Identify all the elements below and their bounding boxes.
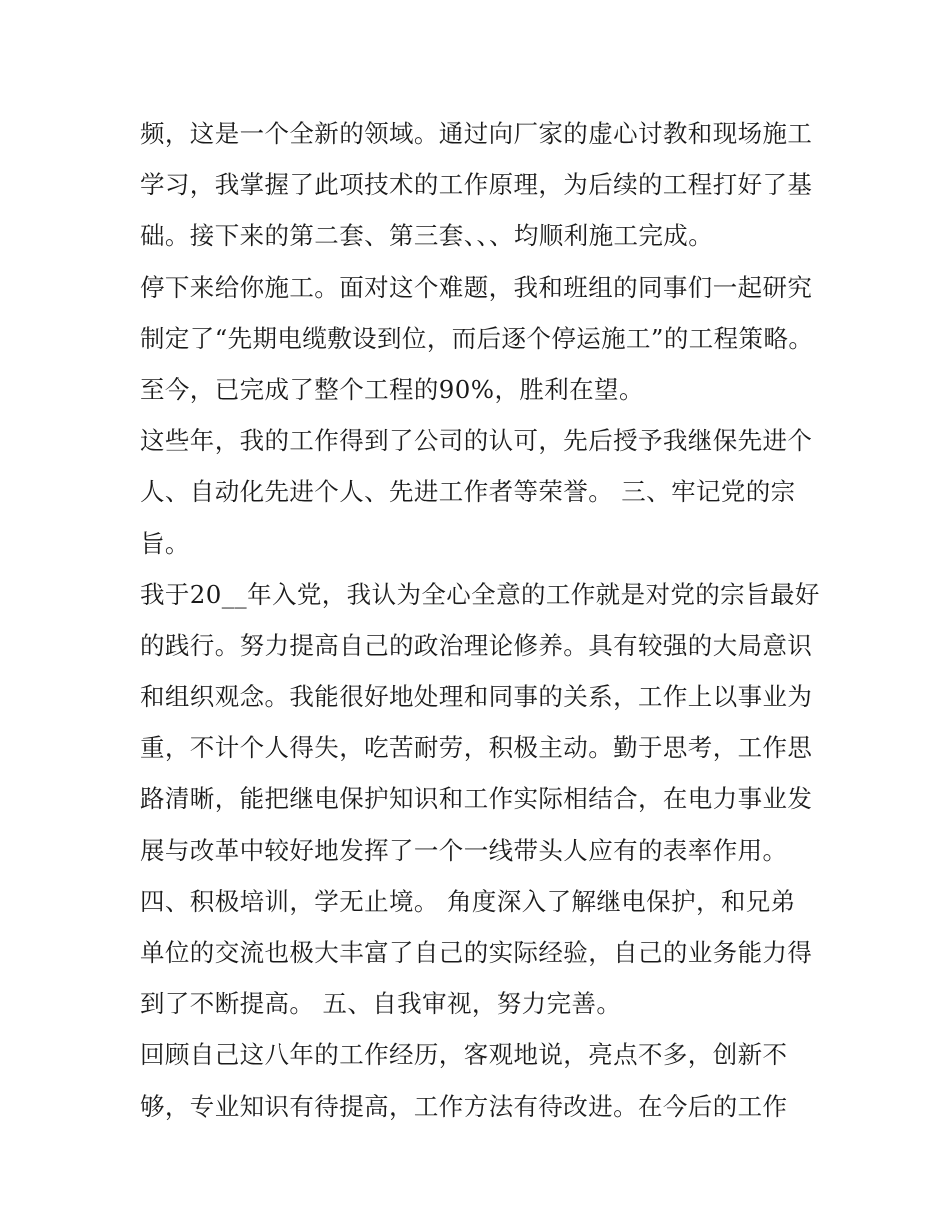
text-line: 和组织观念。我能很好地处理和同事的关系，工作上以事业为 <box>140 682 813 712</box>
text-line: 旨。 <box>140 528 190 558</box>
text-line: 制定了“先期电缆敷设到位，而后逐个停运施工”的工程策略。 <box>140 323 814 353</box>
text-line: 重，不计个人得失，吃苦耐劳，积极主动。勤于思考，工作思 <box>140 733 813 763</box>
text-line: 到了不断提高。 五、自我审视，努力完善。 <box>140 989 622 1019</box>
text-line: 的践行。努力提高自己的政治理论修养。具有较强的大局意识 <box>140 630 813 660</box>
text-line: 四、积极培训，学无止境。 角度深入了解继电保护，和兄弟 <box>140 886 796 916</box>
document-body <box>140 108 820 1132</box>
text-line: 础。接下来的第二套、第三套、、、均顺利施工完成。 <box>140 221 714 251</box>
text-line: 路清晰，能把继电保护知识和工作实际相结合，在电力事业发 <box>140 784 813 814</box>
text-line: 我于20__年入党，我认为全心全意的工作就是对党的宗旨最好 <box>140 579 820 609</box>
text-line: 展与改革中较好地发挥了一个一线带头人应有的表率作用。 <box>140 835 788 865</box>
text-line: 回顾自己这八年的工作经历，客观地说，亮点不多，创新不 <box>140 1040 788 1070</box>
text-line: 停下来给你施工。面对这个难题，我和班组的同事们一起研究 <box>140 272 813 302</box>
text-line: 人、自动化先进个人、先进工作者等荣誉。 三、牢记党的宗 <box>140 477 796 507</box>
text-line: 够，专业知识有待提高，工作方法有待改进。在今后的工作 <box>140 1091 788 1121</box>
text-line: 单位的交流也极大丰富了自己的实际经验，自己的业务能力得 <box>140 938 813 967</box>
text-line: 学习，我掌握了此项技术的工作原理，为后续的工程打好了基 <box>140 170 813 200</box>
text-line: 至今，已完成了整个工程的90%，胜利在望。 <box>140 374 644 404</box>
text-line: 频，这是一个全新的领域。通过向厂家的虚心讨教和现场施工 <box>140 119 813 148</box>
text-line: 这些年，我的工作得到了公司的认可，先后授予我继保先进个 <box>140 426 813 456</box>
